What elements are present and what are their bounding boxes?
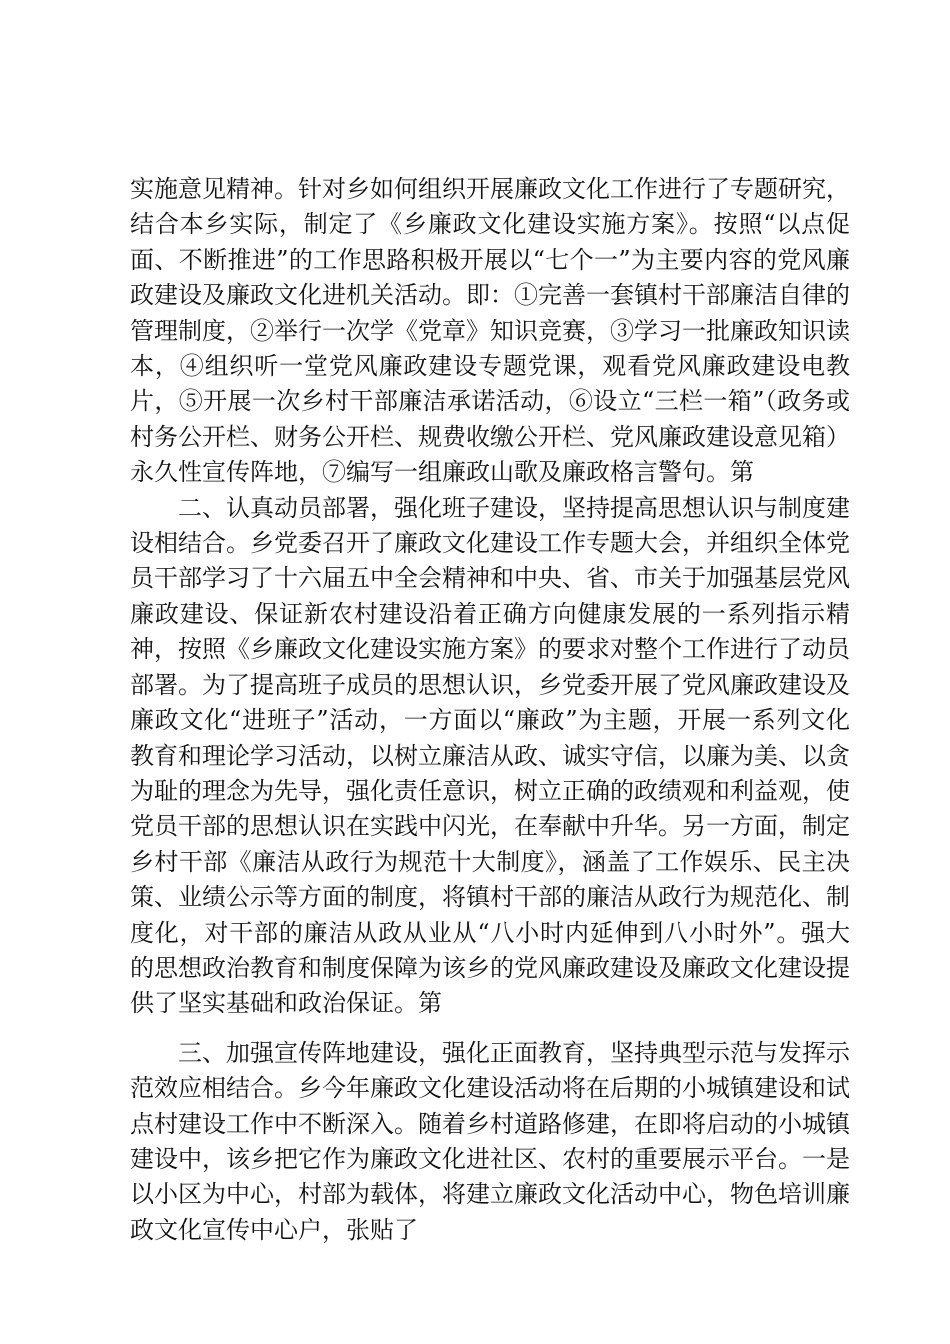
paragraph-3: 三、加强宣传阵地建设，强化正面教育，坚持典型示范与发挥示范效应相结合。乡今年廉政文化建设活动将在后期的小城镇建设和试点村建设工作中不断深入。随着乡村道路修建，在即将启动的小城镇建设中，该乡把它作为廉政文化进社区、农村的重要展示平台。一是以小区为中心，村部为载体，将建立廉政文化活动中心，物色培训廉政文化宣传中心户，张贴了: [130, 1038, 850, 1244]
document-body: [130, 172, 850, 1248]
paragraph-1: 实施意见精神。针对乡如何组织开展廉政文化工作进行了专题研究，结合本乡实际，制定了《乡廉政文化建设实施方案》。按照“以点促面、不断推进”的工作思路积极开展以“七个一”为主要内容的党风廉政建设及廉政文化进机关活动。即：①完善一套镇村干部廉洁自律的管理制度，②举行一次学《党章》知识竞赛，③学习一批廉政知识读本，④组织听一堂党风廉政建设专题党课，观看党风廉政建设电教片，⑤开展一次乡村干部廉洁承诺活动，⑥设立“三栏一箱”（政务或村务公开栏、财务公开栏、规费收缴公开栏、党风廉政建设意见箱）永久性宣传阵地，⑦编写一组廉政山歌及廉政格言警句。第: [130, 175, 850, 487]
paragraph-2: 二、认真动员部署，强化班子建设，坚持提高思想认识与制度建设相结合。乡党委召开了廉政文化建设工作专题大会，并组织全体党员干部学习了十六届五中全会精神和中央、省、市关于加强基层党风廉政建设、保证新农村建设沿着正确方向健康发展的一系列指示精神，按照《乡廉政文化建设实施方案》的要求对整个工作进行了动员部署。为了提高班子成员的思想认识，乡党委开展了党风廉政建设及廉政文化“进班子”活动，一方面以“廉政”为主题，开展一系列文化教育和理论学习活动，以树立廉洁从政、诚实守信，以廉为美、以贪为耻的理念为先导，强化责任意识，树立正确的政绩观和利益观，使党员干部的思想认识在实践中闪光，在奉献中升华。另一方面，制定乡村干部《廉洁从政行为规范十大制度》，涵盖了工作娱乐、民主决策、业绩公示等方面的制度，将镇村干部的廉洁从政行为规范化、制度化，对干部的廉洁从政从业从“八小时内延伸到八小时外”。强大的思想政治教育和制度保障为该乡的党风廉政建设及廉政文化建设提供了坚实基础和政治保证。第: [130, 493, 850, 1018]
